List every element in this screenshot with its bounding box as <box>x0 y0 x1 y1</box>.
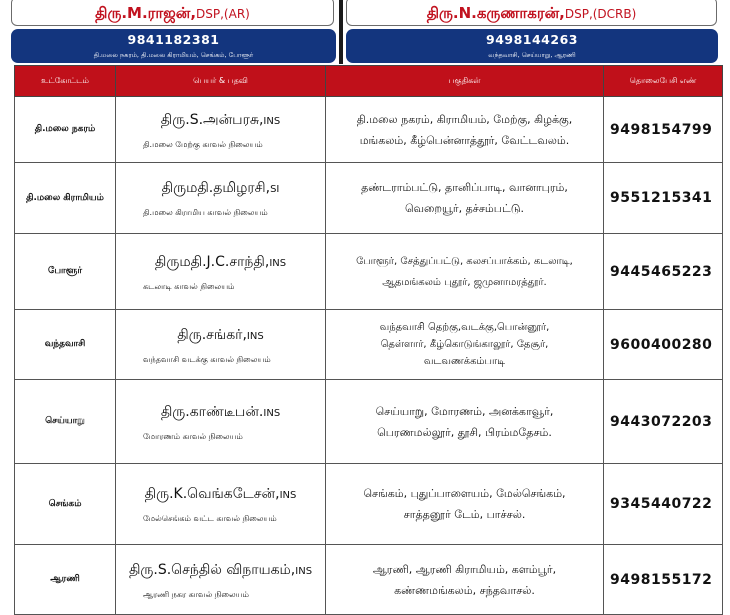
areas-line: மங்கலம், கீழ்பென்னாத்தூர், வேட்டவலம். <box>359 133 570 147</box>
officer-cell <box>116 163 326 234</box>
table-row <box>15 234 723 310</box>
phone-cell: 9445465223 <box>604 234 723 310</box>
col-name-rank: பெயர் & பதவி <box>116 66 326 97</box>
subdivision-cell: வந்தவாசி <box>15 310 116 380</box>
officer-cell <box>116 464 326 545</box>
officer-name <box>117 327 324 345</box>
subdivision-cell: ஆரணி <box>15 545 116 615</box>
areas-line: சாத்தனூர் டேம், பாச்சல். <box>403 508 526 521</box>
officer-cell <box>116 234 326 310</box>
areas-line: தெள்ளார், கீழ்கொடுங்காலூர், தேசூர், <box>380 339 549 350</box>
col-phone: தொலைபேசி எண் <box>604 66 723 97</box>
right-contact-box <box>346 29 718 63</box>
areas-line: ஆதமங்கலம் புதூர், ஜமுனாமரத்தூர். <box>382 276 547 288</box>
areas-line: வெறையூர், தச்சம்பட்டு. <box>404 202 525 215</box>
officer-title: திரு.காண்டீபன். <box>160 403 264 420</box>
officer-rank: INS <box>279 490 297 501</box>
areas-cell <box>326 310 604 380</box>
subdivision-cell: செய்யாறு <box>15 380 116 464</box>
officer-cell <box>116 545 326 615</box>
areas-cell <box>326 464 604 545</box>
left-officer-name <box>11 0 334 26</box>
areas-line: போளூர், சேத்துப்பட்டு, கலசப்பாக்கம், கடலாடி, <box>356 255 573 267</box>
areas-line: செய்யாறு, மோரணம், அனக்காவூர், <box>375 404 554 418</box>
officer-name <box>117 112 324 130</box>
officer-station: தி.மலை கிராமிய காவல் நிலையம் <box>143 208 268 217</box>
left-area: தி.மலை நகரம், தி.மலை கிராமியம், செங்கம், போளூர் <box>93 51 254 59</box>
officer-cell <box>116 380 326 464</box>
officer-rank: INS <box>263 407 281 419</box>
right-area: வந்தவாசி, செய்யாறு, ஆரணி <box>488 51 576 59</box>
officer-title: திரு.சங்கர், <box>177 326 247 343</box>
areas-cell <box>326 97 604 163</box>
officer-rank: INS <box>269 257 287 269</box>
phone-cell: 9345440722 <box>604 464 723 545</box>
areas-line: தி.மலை நகரம், கிராமியம், மேற்கு, கிழக்கு, <box>356 112 573 126</box>
subdivision-cell: தி.மலை நகரம் <box>15 97 116 163</box>
phone-cell: 9498155172 <box>604 545 723 615</box>
header-section <box>0 0 730 64</box>
col-areas: பகுதிகள் <box>326 66 604 97</box>
left-officer-rank: DSP,(AR) <box>196 7 250 21</box>
officer-station: மோரணம் காவல் நிலையம் <box>143 431 243 441</box>
officer-title: திரு.S.அன்பரசு, <box>160 111 264 128</box>
contact-table <box>14 65 723 615</box>
right-officer-title: திரு.N.கருணாகரன், <box>426 4 565 22</box>
header-divider <box>339 0 343 64</box>
officer-name <box>117 180 324 198</box>
phone-cell: 9551215341 <box>604 163 723 234</box>
subdivision-cell: போளூர் <box>15 234 116 310</box>
phone-cell: 9443072203 <box>604 380 723 464</box>
left-officer-title: திரு.M.ராஜன், <box>95 4 197 22</box>
officer-cell <box>116 310 326 380</box>
table-row <box>15 380 723 464</box>
officer-name <box>117 404 324 422</box>
areas-line: வந்தவாசி தெற்கு,வடக்கு,பொன்னூர், <box>379 322 550 333</box>
officer-cell <box>116 97 326 163</box>
phone-cell: 9600400280 <box>604 310 723 380</box>
right-officer-name <box>346 0 717 26</box>
areas-cell <box>326 380 604 464</box>
table-header-row <box>15 66 723 97</box>
subdivision-cell: செங்கம் <box>15 464 116 545</box>
table-row <box>15 545 723 615</box>
officer-station: கடலாடி காவல் நிலையம் <box>143 281 235 291</box>
left-contact-box <box>11 29 336 63</box>
officer-name <box>117 562 324 580</box>
col-subdivision: உட்கோட்டம் <box>15 66 116 97</box>
officer-title: திரு.S.செந்தில் விநாயகம், <box>128 561 296 578</box>
officer-station: மேல்செங்கம் வட்ட காவல் நிலையம் <box>143 514 277 523</box>
phone-cell: 9498154799 <box>604 97 723 163</box>
right-phone: 9498144263 <box>486 32 578 47</box>
officer-title: திரு.K.வெங்கடேசன், <box>144 486 280 502</box>
officer-station: தி.மலை மேற்கு காவல் நிலையம் <box>143 139 263 149</box>
areas-line: செங்கம், புதுப்பாளையம், மேல்செங்கம், <box>363 487 566 500</box>
officer-rank: INS <box>263 115 281 127</box>
officer-title: திருமதி.தமிழரசி, <box>161 180 271 196</box>
areas-cell <box>326 163 604 234</box>
areas-line: வடவணக்கம்பாடி <box>423 356 506 367</box>
areas-cell <box>326 234 604 310</box>
officer-rank: INS <box>295 565 313 577</box>
areas-line: ஆரணி, ஆரணி கிராமியம், களம்பூர், <box>372 562 557 576</box>
officer-station: வந்தவாசி வடக்கு காவல் நிலையம் <box>143 354 271 364</box>
officer-name <box>117 254 324 272</box>
officer-rank: INS <box>246 330 264 342</box>
table-row <box>15 310 723 380</box>
areas-line: பெரணமல்லூர், தூசி, பிரம்மதேசம். <box>377 425 552 439</box>
areas-cell <box>326 545 604 615</box>
officer-name <box>117 486 324 504</box>
subdivision-cell: தி.மலை கிராமியம் <box>15 163 116 234</box>
officer-rank: SI <box>270 184 280 195</box>
table-row <box>15 163 723 234</box>
areas-line: தண்டராம்பட்டு, தானிப்பாடி, வானாபுரம், <box>361 181 568 194</box>
right-officer-rank: DSP,(DCRB) <box>564 7 637 21</box>
left-phone: 9841182381 <box>127 32 220 47</box>
table-row <box>15 97 723 163</box>
officer-title: திருமதி.J.C.சாந்தி, <box>154 253 270 270</box>
officer-station: ஆரணி நகர காவல் நிலையம் <box>143 589 249 599</box>
areas-line: கண்ணமங்கலம், சந்தவாசல். <box>394 583 535 597</box>
table-row <box>15 464 723 545</box>
